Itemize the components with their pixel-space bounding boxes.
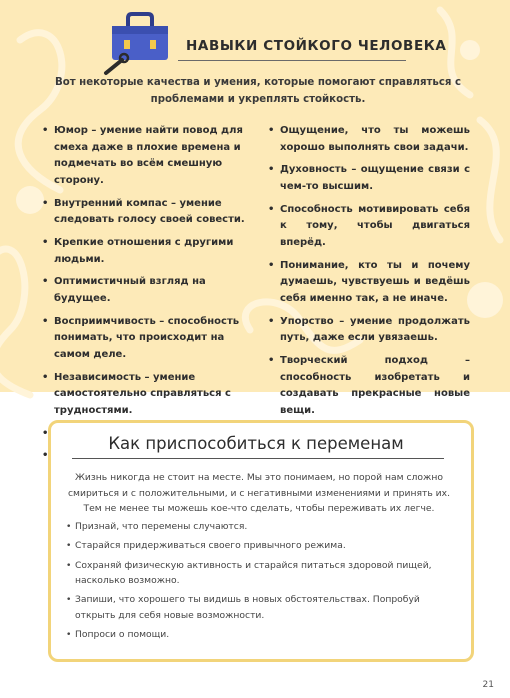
bullet: • [268, 203, 275, 215]
adaptation-title: Как приспособиться к переменам [108, 434, 404, 453]
skill-text: Восприимчивость – способность понимать, что происходит на самом деле. [54, 315, 240, 360]
bullet: • [268, 355, 275, 367]
skill-item [42, 196, 248, 229]
tip-text: Признай, что перемены случаются. [75, 521, 248, 532]
skill-text: Внутренний компас – умение следовать голосу своей совести. [54, 197, 245, 226]
bullet: • [42, 125, 49, 136]
bullet: • [42, 450, 49, 462]
bullet: • [42, 276, 49, 288]
skill-text: Понимание, кто ты и почему думаешь, чувствуешь и ведёшь себя именно так, а не иначе. [280, 259, 470, 304]
adaptation-tips [66, 519, 456, 646]
bullet: • [66, 594, 72, 606]
skill-text: Творческий подход – способность изобретать и создавать прекрасные новые вещи. [280, 355, 470, 416]
tip-text: Попроси о помощи. [75, 628, 170, 640]
skill-item [268, 202, 470, 252]
skill-text: Крепкие отношения с другими людьми. [54, 236, 234, 265]
bullet: • [66, 559, 72, 571]
bullet: • [66, 540, 72, 552]
skill-item [42, 314, 248, 364]
adaptation-intro: Жизнь никогда не стоит на месте. Мы это понимаем, но порой нам сложно смириться и с положительными, и с негативными изменениями и принять их. Тем не менее ты можешь кое-что сделать, чтобы переживать их легче. [67, 472, 451, 514]
tip-item [66, 538, 456, 553]
skill-item [42, 274, 248, 307]
skill-text: Способность мотивировать себя к тому, чтобы двигаться вперёд. [280, 203, 470, 248]
tip-item [66, 627, 456, 642]
skills-list-right [268, 123, 470, 426]
skills-list-left [42, 123, 248, 471]
bullet: • [42, 427, 49, 439]
bullet: • [42, 197, 49, 209]
skill-item [268, 353, 470, 419]
section-title: НАВЫКИ СТОЙКОГО ЧЕЛОВЕКА [186, 38, 447, 54]
tip-item [66, 519, 456, 534]
tip-text: Запиши, что хорошего ты видишь в новых обстоятельствах. Попробуй открыть для себя новые возможности. [75, 594, 420, 621]
skill-text: Духовность – ощущение связи с чем-то высшим. [280, 164, 470, 192]
tip-item [66, 592, 456, 622]
skill-item [42, 370, 248, 420]
bullet: • [268, 164, 275, 176]
tip-text: Сохраняй физическую активность и старайся питаться здоровой пищей, насколько возможно. [75, 559, 432, 586]
tip-text: Старайся придерживаться своего привычного режима. [75, 540, 346, 552]
skill-text: Упорство – умение продолжать путь, даже если увязаешь. [280, 315, 470, 344]
skill-item [42, 235, 248, 268]
skill-text: Независимость – умение самостоятельно справляться с трудностями. [54, 371, 231, 416]
skill-text: Юмор – умение найти повод для смеха даже в плохие времена и подмечать во всём смешную сторону. [54, 125, 243, 186]
skill-item [268, 314, 470, 347]
bullet: • [268, 315, 275, 327]
skill-item [268, 258, 470, 308]
tip-item [66, 558, 456, 588]
bullet: • [66, 628, 72, 640]
bullet: • [42, 371, 49, 383]
skill-text: Оптимистичный взгляд на будущее. [54, 276, 206, 304]
toolbox-icon [100, 10, 172, 76]
skill-item [268, 162, 470, 195]
skill-text: Ощущение, что ты можешь хорошо выполнять свои задачи. [280, 125, 470, 153]
bullet: • [268, 259, 275, 271]
section-intro: Вот некоторые качества и умения, которые помогают справляться с проблемами и укреплять стойкость. [54, 77, 462, 105]
bullet: • [66, 521, 72, 532]
skill-item [42, 123, 248, 189]
bullet: • [42, 236, 49, 248]
adaptation-title-underline [72, 458, 444, 459]
skill-item [268, 123, 470, 156]
bullet: • [268, 125, 275, 136]
page-number: 21 [482, 680, 494, 690]
bullet: • [42, 315, 49, 327]
title-underline [178, 60, 406, 61]
